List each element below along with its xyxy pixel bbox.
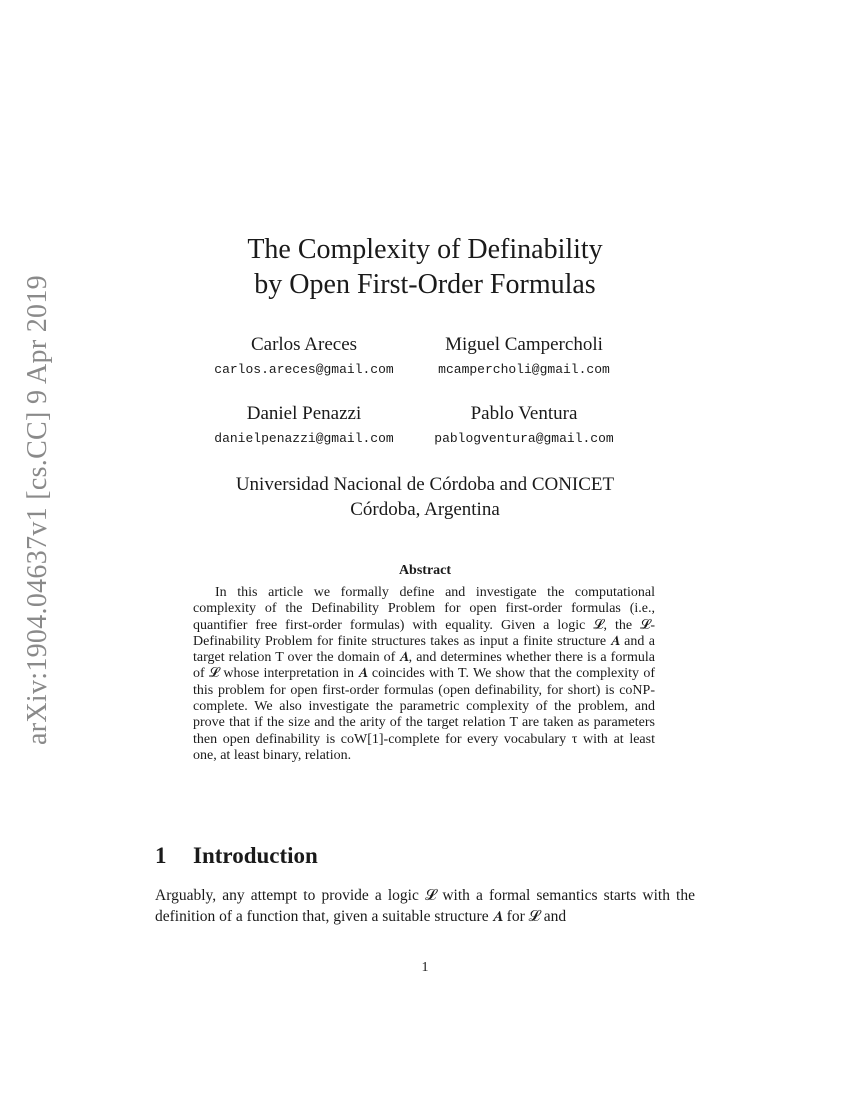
arxiv-sidebar-stamp: arXiv:1904.04637v1 [cs.CC] 9 Apr 2019	[22, 275, 53, 745]
page-number: 1	[421, 960, 429, 975]
affiliation-line-2: Córdoba, Argentina	[350, 499, 500, 520]
author-email[interactable]: pablogventura@gmail.com	[434, 431, 614, 446]
paper-title	[0, 232, 850, 302]
title-line-2: by Open First-Order Formulas	[254, 269, 596, 300]
title-line-1: The Complexity of Definability	[247, 234, 603, 265]
author-email[interactable]: danielpenazzi@gmail.com	[214, 431, 394, 446]
author-name: Carlos Areces	[250, 334, 358, 355]
section-title: Introduction	[193, 843, 318, 868]
affiliation	[0, 472, 850, 522]
author-block	[394, 403, 654, 446]
author-email[interactable]: mcampercholi@gmail.com	[438, 362, 610, 377]
abstract-heading: Abstract	[398, 563, 452, 578]
affiliation-line-1: Universidad Nacional de Córdoba and CONICET	[235, 474, 615, 495]
author-name: Pablo Ventura	[470, 403, 578, 424]
intro-paragraph: Arguably, any attempt to provide a logic 𝓛 with a formal semantics starts with the definition of a function that, given a suitable structure 𝑨 for 𝓛 and	[155, 887, 695, 925]
author-email[interactable]: carlos.areces@gmail.com	[214, 362, 394, 377]
section-number: 1	[155, 843, 167, 868]
abstract-text: In this article we formally define and investigate the computational complexity of the Definability Problem for open first-order formulas (i.e., quantifier free first-order formulas) with equality. Given a logic 𝓛, the 𝓛-Definability Problem for finite structures takes as input a finite structure 𝑨 and a target relation T over the domain of 𝑨, and determines whether there is a formula of 𝓛 whose interpretation in 𝑨 coincides with T. We show that the complexity of this problem for open first-order formulas (open definability, for short) is coNP-complete. We also investigate the parametric complexity of the problem, and prove that if the size and the arity of the target relation T are taken as parameters then open definability is coW[1]-complete for every vocabulary τ with at least one, at least binary, relation.	[193, 585, 655, 763]
section-heading	[155, 843, 318, 869]
author-block	[394, 334, 654, 377]
author-name: Miguel Campercholi	[445, 334, 603, 355]
author-name: Daniel Penazzi	[246, 403, 362, 424]
